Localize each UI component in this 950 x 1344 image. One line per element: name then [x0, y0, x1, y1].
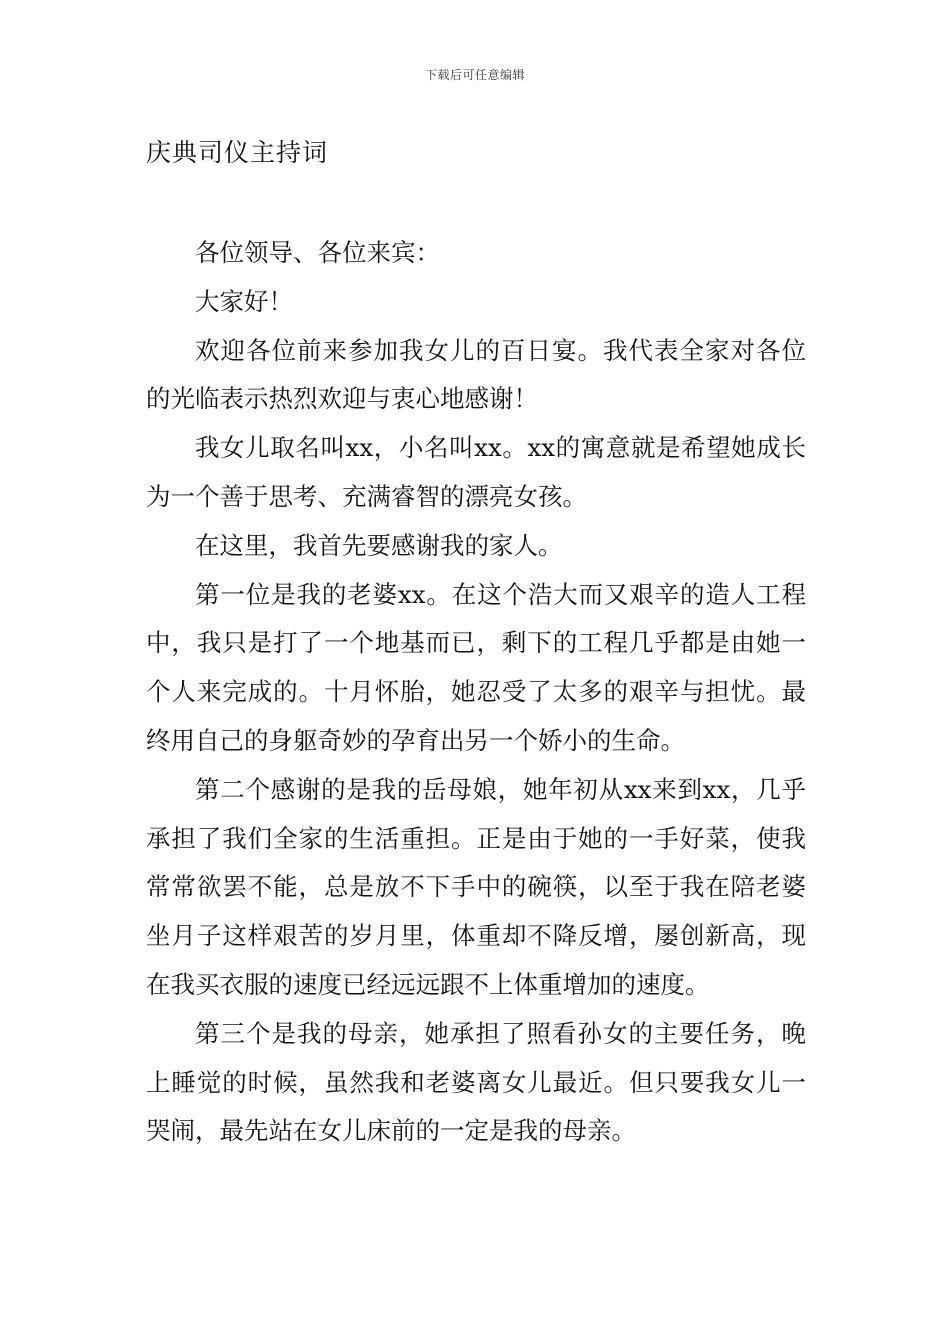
thanks-intro-paragraph: 在这里，我首先要感谢我的家人。 [195, 530, 563, 560]
name-paragraph: 我女儿取名叫xx，小名叫xx。xx的寓意就是希望她成长为一个善于思考、充满睿智的漂亮女孩。 [146, 433, 806, 511]
salutation-paragraph: 各位领导、各位来宾： [195, 238, 440, 267]
mother-in-law-paragraph: 第二个感谢的是我的岳母娘，她年初从xx来到xx，几乎承担了我们全家的生活重担。正是由于她的一手好菜，使我常常欲罢不能，总是放不下手中的碗筷，以至于我在陪老婆坐月子这样艰苦的岁月里，体重却不降反增，屡创新高，现在我买衣服的速度已经远远跟不上体重增加的速度。 [146, 774, 806, 999]
mother-paragraph: 第三个是我的母亲，她承担了照看孙女的主要任务，晚上睡觉的时候，虽然我和老婆离女儿最近。但只要我女儿一哭闹，最先站在女儿床前的一定是我的母亲。 [146, 1018, 806, 1146]
document-title: 庆典司仪主持词 [146, 138, 329, 167]
document-body [146, 229, 806, 1156]
wife-paragraph: 第一位是我的老婆xx。在这个浩大而又艰辛的造人工程中，我只是打了一个地基而已，剩下的工程几乎都是由她一个人来完成的。十月怀胎，她忍受了太多的艰辛与担忧。最终用自己的身躯奇妙的孕育出另一个娇小的生命。 [146, 579, 806, 755]
header-note: 下载后可任意编辑 [424, 68, 525, 82]
welcome-paragraph: 欢迎各位前来参加我女儿的百日宴。我代表全家对各位的光临表示热烈欢迎与衷心地感谢！ [146, 335, 806, 414]
greeting-paragraph: 大家好！ [195, 286, 293, 316]
